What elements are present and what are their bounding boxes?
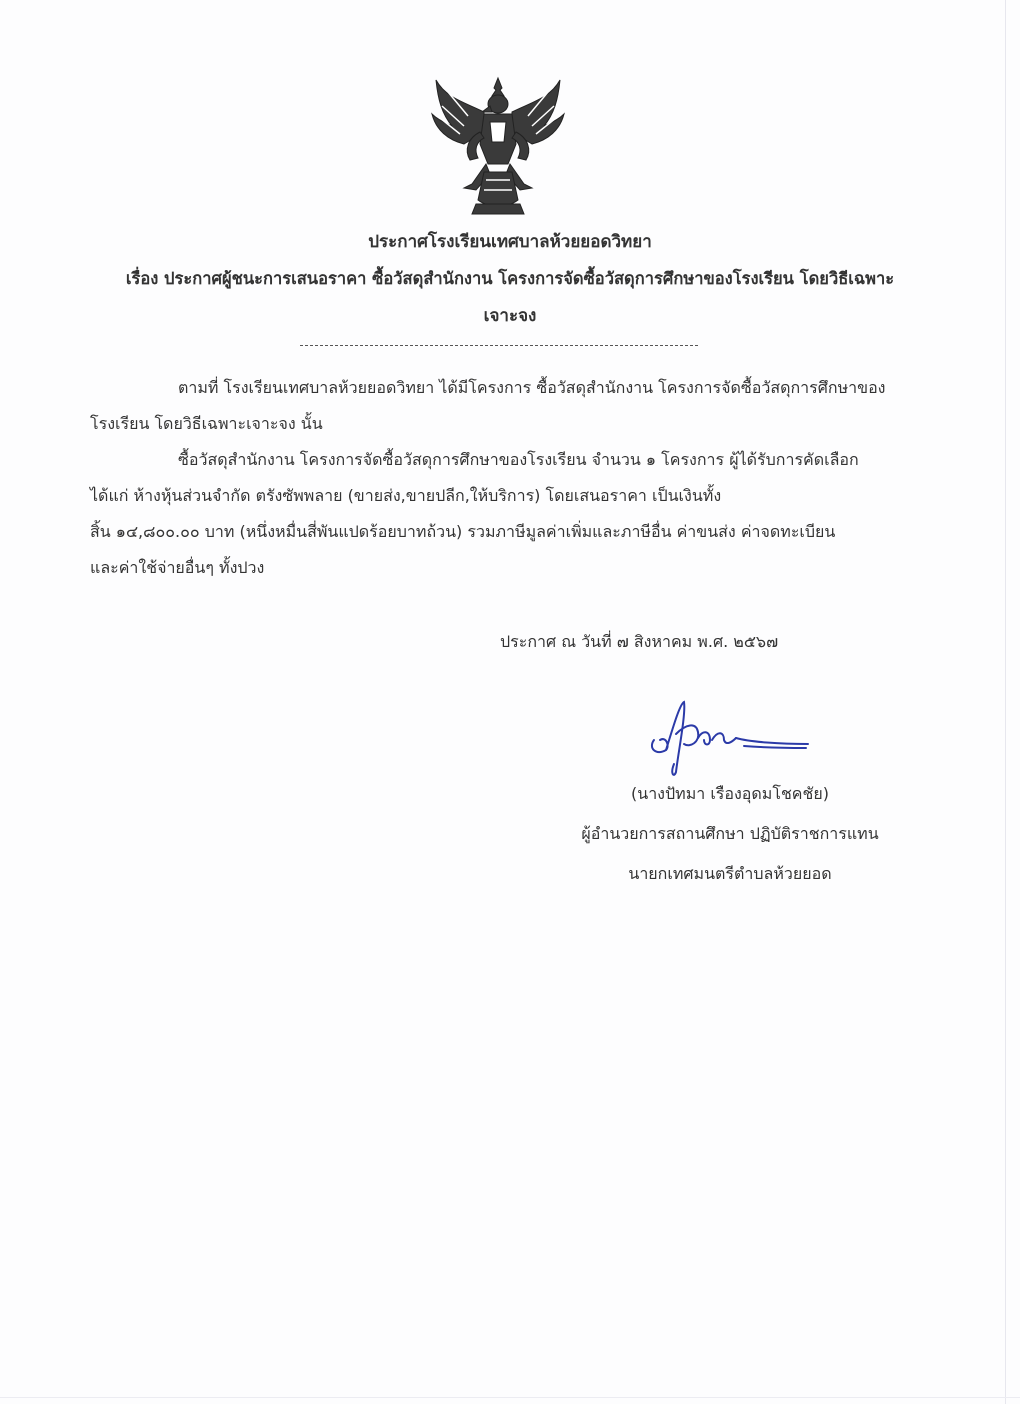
- subject-line-1: เรื่อง ประกาศผู้ชนะการเสนอราคา ซื้อวัสดุสำนักงาน โครงการจัดซื้อวัสดุการศึกษาของโรงเรียน โดยวิธีเฉพาะ: [125, 269, 895, 288]
- announce-date: ประกาศ ณ วันที่ ๗ สิงหาคม พ.ศ. ๒๕๖๗: [500, 632, 779, 651]
- subject-line-2: เจาะจง: [483, 306, 537, 326]
- paragraph-1-line-2: โรงเรียน โดยวิธีเฉพาะเจาะจง นั้น: [90, 414, 323, 433]
- handwritten-signature: [640, 694, 812, 784]
- scan-edge-bottom: [0, 1397, 1020, 1398]
- paragraph-2-line-4: และค่าใช้จ่ายอื่นๆ ทั้งปวง: [90, 558, 265, 577]
- paragraph-1-line-1: ตามที่ โรงเรียนเทศบาลห้วยยอดวิทยา ได้มีโครงการ ซื้อวัสดุสำนักงาน โครงการจัดซื้อวัสดุการศึกษาของ: [178, 378, 886, 397]
- signer-position-2: นายกเทศมนตรีตำบลห้วยยอด: [628, 864, 832, 883]
- scan-edge-right: [1005, 0, 1006, 1404]
- paragraph-2-line-3: สิ้น ๑๔,๘๐๐.๐๐ บาท (หนึ่งหมื่นสี่พันแปดร้อยบาทถ้วน) รวมภาษีมูลค่าเพิ่มและภาษีอื่น ค่าขนส่ง ค่าจดทะเบียน: [90, 522, 836, 541]
- signer-name: (นางปัทมา เรืองอุดมโชคชัย): [631, 784, 829, 803]
- garuda-emblem-icon: [428, 72, 568, 220]
- paragraph-2-line-1: ซื้อวัสดุสำนักงาน โครงการจัดซื้อวัสดุการศึกษาของโรงเรียน จำนวน ๑ โครงการ ผู้ได้รับการคัดเลือก: [178, 450, 859, 469]
- signer-position-1: ผู้อำนวยการสถานศึกษา ปฏิบัติราชการแทน: [581, 824, 879, 843]
- title-divider: [300, 345, 698, 346]
- announcement-title: ประกาศโรงเรียนเทศบาลห้วยยอดวิทยา: [368, 232, 652, 252]
- paragraph-2-line-2: ได้แก่ ห้างหุ้นส่วนจำกัด ตรังซัพพลาย (ขายส่ง,ขายปลีก,ให้บริการ) โดยเสนอราคา เป็นเงินทั้ง: [90, 486, 722, 505]
